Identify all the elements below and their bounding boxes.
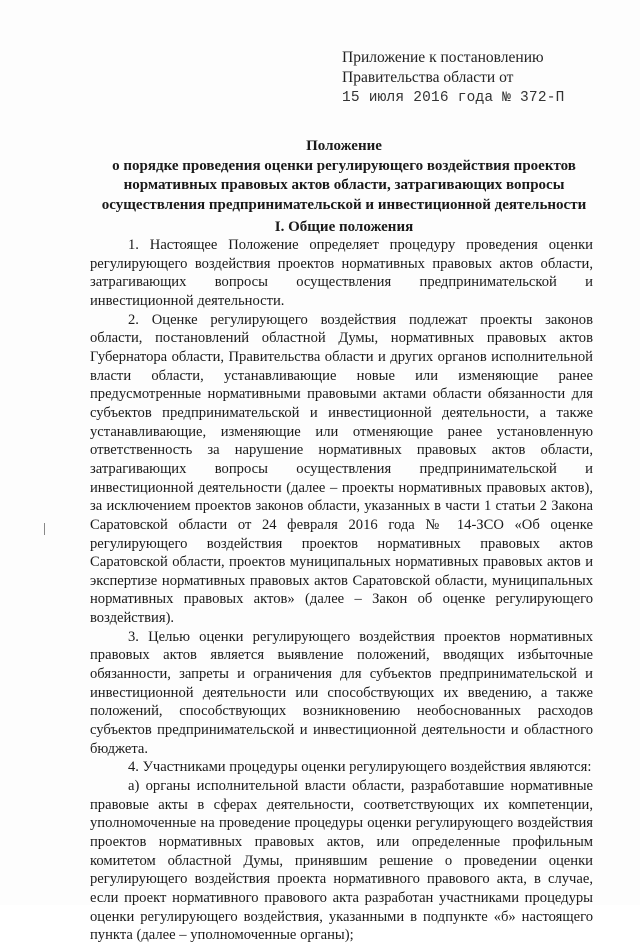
heading-line-2: о порядке проведения оценки регулирующего воздействия проектов (112, 157, 576, 174)
paragraph-3: 3. Целью оценки регулирующего воздействия проектов нормативных правовых актов является выявление положений, вводящих избыточные обязанности, запреты и ограничения для субъектов предпринимательской и инвестиционной деятельности или способствующих их введению, а также положений, способствующих возникновению необоснованных расходов субъектов предпринимательской и инвестиционной деятельности и областного бюджета. (90, 628, 593, 757)
attachment-line-1: Приложение к постановлению (342, 49, 544, 66)
heading-line-4: осуществления предпринимательской и инвестиционной деятельности (101, 196, 587, 213)
margin-mark (44, 523, 45, 535)
attachment-line-2: Правительства области от (342, 69, 514, 86)
document-body (90, 236, 593, 945)
paragraph-1: 1. Настоящее Положение определяет процедуру проведения оценки регулирующего воздействия проектов нормативных правовых актов области, затрагивающих вопросы осуществления предпринимательской и инвестиционной деятельности. (90, 237, 593, 309)
paragraph-2: 2. Оценке регулирующего воздействия подлежат проекты законов области, постановлений областной Думы, нормативных правовых актов Губернатора области, Правительства области и других органов исполнительной власти области, устанавливающие новые или изменяющие ранее предусмотренные нормативными правовыми актами области обязанности для субъектов предпринимательской и инвестиционной деятельности, а также устанавливающие, изменяющие или отменяющие ранее установленную ответственность за нарушение нормативных правовых актов области, затрагивающих вопросы осуществления предпринимательской и инвестиционной деятельности (далее – проекты нормативных правовых актов), за исключением проектов законов области, указанных в части 1 статьи 2 Закона Саратовской области от 24 февраля 2016 года № 14-ЗСО «Об оценке регулирующего воздействия проектов нормативных правовых актов Саратовской области, проектов муниципальных нормативных правовых актов и экспертизе нормативных правовых актов Саратовской области, муниципальных нормативных правовых актов» (далее – Закон об оценке регулирующего воздействия). (90, 311, 593, 627)
section-title: I. Общие положения (274, 219, 414, 235)
document-heading (84, 137, 604, 215)
paragraph-5: а) органы исполнительной власти области, разработавшие нормативные правовые акты в сферах деятельности, соответствующих их компетенции, уполномоченные на проведение процедуры оценки регулирующего воздействия проектов нормативных правовых актов, или определенные профильным комитетом областной Думы, принявшим решение о проведении оценки регулирующего воздействия проекта нормативного правового акта, в случае, если проект нормативного правового акта разработан участниками процедуры оценки регулирующего воздействия, указанными в подпункте «б» настоящего пункта (далее – уполномоченные органы); (90, 778, 593, 944)
heading-title: Положение (306, 138, 382, 154)
paragraph-4: 4. Участниками процедуры оценки регулирующего воздействия являются: (128, 759, 592, 776)
attachment-date-line: 15 июля 2016 года № 372-П (342, 90, 565, 106)
attachment-note (342, 48, 612, 108)
heading-line-3: нормативных правовых актов области, затрагивающих вопросы (123, 177, 565, 193)
